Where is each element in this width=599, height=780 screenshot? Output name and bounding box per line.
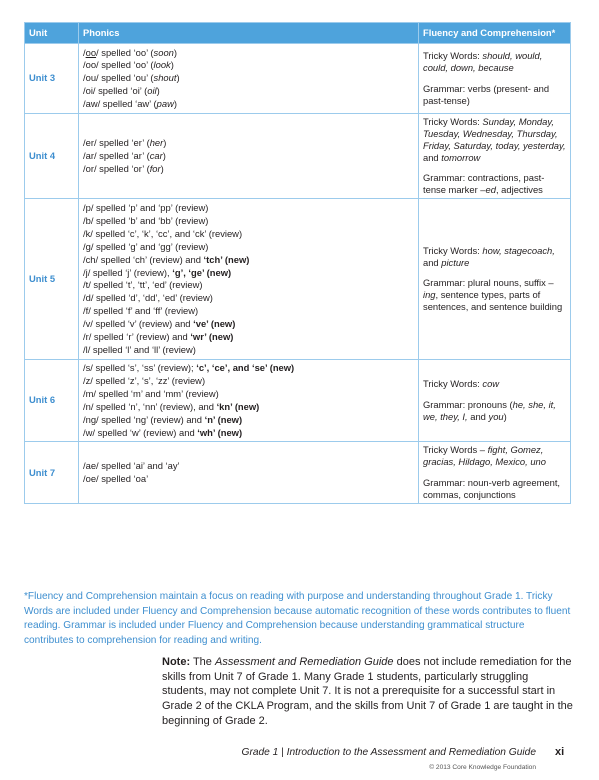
fluency-paragraph (423, 245, 566, 269)
text-run: /oo/ spelled ‘oo’ ( (83, 59, 154, 71)
phonics-line (83, 162, 414, 175)
fluency-paragraph (423, 50, 566, 74)
text-run: and (423, 256, 442, 268)
text-run: /oi/ spelled ‘oi’ ( (83, 85, 148, 97)
fluency-paragraph (423, 83, 566, 107)
fluency-paragraph (423, 116, 566, 164)
text-run: /or/ spelled ‘or’ ( (83, 162, 150, 174)
fluency-paragraph (423, 399, 566, 423)
text-run: ‘wh’ (new) (197, 426, 243, 438)
text-run: he, she, it, we, they, I, (423, 398, 556, 422)
text-run: /ng/ spelled ‘ng’ (review) and (83, 413, 205, 425)
text-run: /b/ spelled ‘b’ and ‘bb’ (review) (83, 214, 209, 226)
phonics-line (83, 413, 414, 426)
text-run: shout (153, 72, 177, 84)
text-run: fight, Gomez, gracias, Hildago, Mexico, uno (423, 444, 546, 468)
phonics-line (83, 387, 414, 400)
phonics-line (83, 72, 414, 85)
text-run: ‘tch’ (new) (203, 253, 250, 265)
footer-title: Grade 1 | Introduction to the Assessment and Remediation Guide (241, 747, 536, 758)
phonics-line (83, 253, 414, 266)
skills-table-body (25, 44, 571, 504)
phonics-line (83, 266, 414, 279)
text-run: /oe/ spelled ‘oa’ (83, 473, 149, 485)
phonics-line (83, 98, 414, 111)
text-run: does not include remediation for the skills from Unit 7 of Grade 1. Many Grade 1 students, particularly struggling students, may not complete Unit 7. It is not a prerequisite for a successful start in Grade 2 of the CKLA Program, and the skills from Unit 7 of Grade 1 are taught in the beginning of Grade 2. (162, 656, 573, 727)
phonics-line (83, 400, 414, 413)
phonics-line (83, 292, 414, 305)
text-run: /ch/ spelled ‘ch’ (review) and (83, 253, 204, 265)
copyright: © 2013 Core Knowledge Foundation (429, 764, 536, 771)
text-run: /aw/ spelled ‘aw’ ( (83, 98, 157, 110)
text-run: ‘wr’ (new) (190, 331, 234, 343)
phonics-line (83, 46, 414, 59)
header-unit: Unit (25, 23, 79, 44)
text-run: for (149, 162, 161, 174)
skills-table (24, 22, 571, 504)
text-run: ed (485, 184, 496, 196)
text-run: Grammar: plural nouns, suffix – (423, 277, 554, 289)
text-run: her (149, 137, 164, 149)
text-run: should, would, could, down, because (423, 49, 543, 73)
text-run: /z/ spelled ‘z’, ‘s’, ‘zz’ (review) (83, 375, 206, 386)
text-run: /g/ spelled ‘g’ and ‘gg’ (review) (83, 240, 209, 252)
text-run: Tricky Words: (423, 377, 483, 389)
phonics-cell (79, 113, 419, 199)
fluency-cell (419, 44, 571, 114)
text-run: and (467, 410, 489, 422)
text-run: , sentence types, parts of sentences, and sentence building (423, 289, 563, 313)
text-run: /r/ spelled ‘r’ (review) and (83, 331, 191, 343)
phonics-line (83, 137, 414, 150)
header-fluency: Fluency and Comprehension* (419, 23, 571, 44)
text-run: ) (156, 85, 160, 97)
text-run: , adjectives (495, 184, 543, 196)
text-run: how, stagecoach, (482, 244, 555, 256)
text-run: /f/ spelled ‘f’ and ‘ff’ (review) (83, 305, 199, 317)
text-run: cow (482, 377, 500, 389)
text-run: /p/ spelled ‘p’ and ‘pp’ (review) (83, 201, 209, 213)
text-run: /er/ spelled ‘er’ ( (83, 137, 150, 149)
text-run: soon (153, 46, 174, 58)
text-run: ) (170, 59, 174, 71)
table-row (25, 44, 571, 114)
text-run: /ar/ spelled ‘ar’ ( (83, 150, 150, 162)
table-row (25, 442, 571, 504)
text-run: / spelled ‘oo’ ( (96, 46, 154, 58)
text-run: look (153, 59, 171, 71)
text-run: Grammar: verbs (present- and past-tense) (423, 82, 550, 106)
text-run: ) (173, 98, 177, 110)
text-run: Grammar: pronouns ( (423, 398, 513, 410)
text-run: ) (162, 150, 166, 162)
text-run: /n/ spelled ‘n’, ‘nn’ (review), and (83, 400, 217, 412)
text-run: /ou/ spelled ‘ou’ ( (83, 72, 154, 84)
phonics-line (83, 426, 414, 439)
fluency-cell (419, 113, 571, 199)
phonics-line (83, 240, 414, 253)
text-run: /s/ spelled ‘s’, ‘ss’ (review); (83, 362, 197, 374)
text-run: oo (85, 46, 97, 58)
phonics-line (83, 59, 414, 72)
text-run: ‘kn’ (new) (216, 400, 260, 412)
text-run: ) (503, 410, 507, 422)
phonics-line (83, 227, 414, 240)
text-run: /d/ spelled ‘d’, ‘dd’, ‘ed’ (review) (83, 292, 213, 304)
table-row (25, 359, 571, 442)
text-run: and (423, 151, 442, 163)
fluency-paragraph (423, 277, 566, 313)
skills-table-header (25, 23, 571, 44)
text-run: /v/ spelled ‘v’ (review) and (83, 318, 194, 330)
text-run: Tricky Words: (423, 49, 483, 61)
text-run: / (83, 46, 86, 58)
text-run: oil (147, 85, 157, 97)
fluency-paragraph (423, 378, 566, 390)
phonics-line (83, 473, 414, 486)
phonics-cell (79, 359, 419, 442)
phonics-cell (79, 44, 419, 114)
header-phonics: Phonics (79, 23, 419, 44)
footnote: *Fluency and Comprehension maintain a focus on reading with purpose and understanding throughout Grade 1. Tricky Words are included under Fluency and Comprehension because automatic recognition of these words contributes to fluent reading. Grammar is included under Fluency and Comprehension because understanding grammatical structure contributes to comprehension for reading and writing. (24, 591, 571, 646)
text-run: ‘ve’ (new) (193, 318, 236, 330)
fluency-cell (419, 199, 571, 359)
fluency-paragraph (423, 172, 566, 196)
text-run: ‘c’, ‘ce’, and ‘se’ (new) (196, 362, 295, 374)
text-run: Sunday, Monday, Tuesday, Wednesday, Thursday, Friday, Saturday, today, yesterday, (423, 115, 566, 151)
phonics-line (83, 279, 414, 292)
text-run: Grammar: contractions, past-tense marker – (423, 172, 545, 196)
page-number: xi (555, 746, 565, 758)
text-run: ‘g’, ‘ge’ (new) (172, 266, 232, 278)
unit-cell: Unit 3 (25, 44, 79, 114)
text-run: Grammar: noun-verb agreement, commas, conjunctions (423, 477, 561, 500)
fluency-cell (419, 442, 571, 504)
text-run: ) (173, 46, 178, 58)
phonics-line (83, 318, 414, 331)
text-run: ) (163, 137, 167, 149)
text-run: picture (441, 256, 470, 268)
phonics-line (83, 331, 414, 344)
text-run: /j/ spelled ‘j’ (review), (83, 266, 173, 278)
text-run: Tricky Words: (423, 115, 483, 127)
phonics-line (83, 85, 414, 98)
phonics-line (83, 460, 414, 473)
table-row (25, 113, 571, 199)
text-run: paw (156, 98, 174, 110)
phonics-cell (79, 199, 419, 359)
text-run: /t/ spelled ‘t’, ‘tt’, ‘ed’ (review) (83, 279, 203, 291)
text-run: Tricky Words: (423, 244, 483, 256)
text-run: The (190, 656, 215, 668)
phonics-line (83, 150, 414, 163)
text-run: Tricky Words – (423, 444, 488, 456)
text-run: /m/ spelled ‘m’ and ‘mm’ (review) (83, 387, 219, 399)
text-run: /w/ spelled ‘w’ (review) and (83, 426, 198, 438)
phonics-line (83, 344, 414, 357)
phonics-cell (79, 442, 419, 504)
phonics-line (83, 214, 414, 227)
unit-cell: Unit 6 (25, 359, 79, 442)
fluency-paragraph (423, 444, 566, 468)
table-row (25, 199, 571, 359)
phonics-line (83, 362, 414, 375)
text-run: /l/ spelled ‘l’ and ‘ll’ (review) (83, 344, 196, 356)
text-run: /k/ spelled ‘c’, ‘k’, ‘cc’, and ‘ck’ (review) (83, 227, 243, 239)
text-run: car (149, 150, 163, 162)
fluency-paragraph (423, 477, 566, 501)
text-run: tomorrow (441, 151, 481, 163)
unit-cell: Unit 5 (25, 199, 79, 359)
text-run: you (488, 410, 504, 422)
phonics-line (83, 305, 414, 318)
phonics-line (83, 375, 414, 388)
phonics-line (83, 201, 414, 214)
note-paragraph (162, 655, 574, 728)
text-run: Assessment and Remediation Guide (214, 656, 394, 668)
text-run: Note: (162, 656, 191, 668)
text-run: ‘n’ (new) (204, 413, 243, 425)
fluency-cell (419, 359, 571, 442)
unit-cell: Unit 4 (25, 113, 79, 199)
text-run: ) (160, 162, 164, 174)
text-run: /ae/ spelled ‘ai’ and ‘ay’ (83, 460, 180, 472)
text-run: ing (423, 289, 436, 301)
unit-cell: Unit 7 (25, 442, 79, 504)
text-run: ) (176, 72, 180, 84)
